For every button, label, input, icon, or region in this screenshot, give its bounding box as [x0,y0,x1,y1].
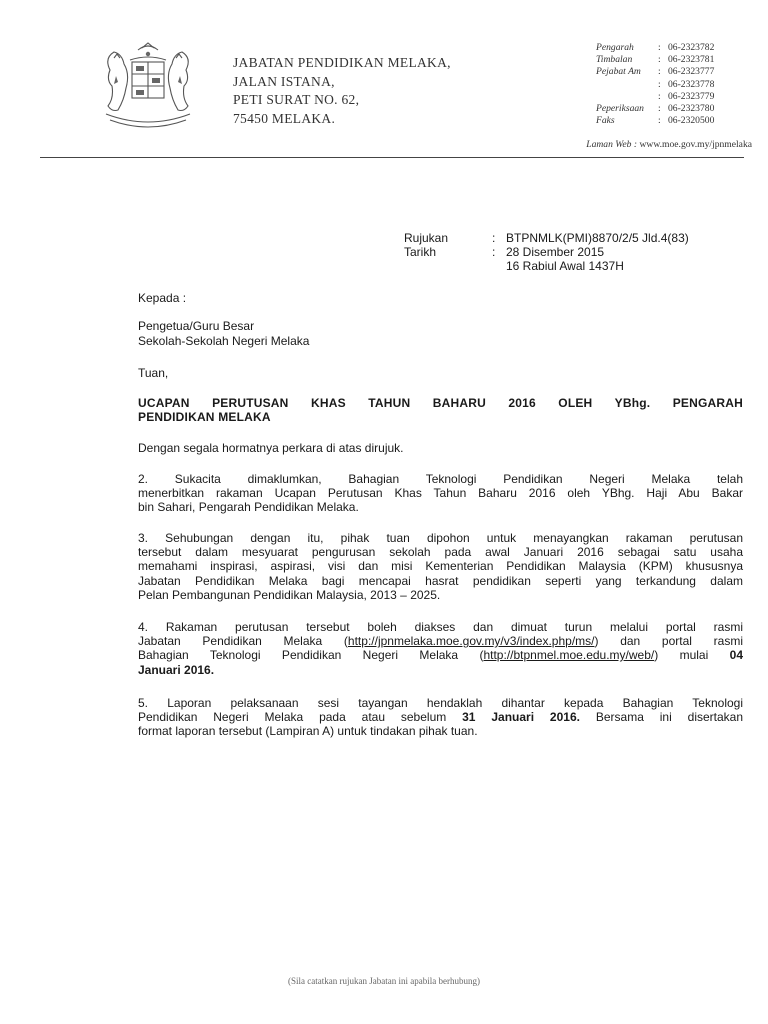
paragraph-line: Pelan Pembangunan Pendidikan Malaysia, 2013 – 2025. [138,587,441,602]
paragraph-2 [138,472,743,515]
subject-heading [138,396,743,424]
paragraph-line: Jabatan Pendidikan Melaka bagi mencapai hasrat pendidikan seperti yang terkandung dalam [138,573,743,588]
portal-link[interactable]: http://jpnmelaka.moe.gov.my/v3/index.php/ms/ [347,634,595,649]
contact-number: 06-2320500 [668,115,715,127]
paragraph-line: 3. Sehubungan dengan itu, pihak tuan dipohon untuk menayangkan rakaman perutusan [138,531,743,545]
paragraph-line: tersebut dalam mesyuarat pengurusan sekolah pada awal Januari 2016 sebagai satu usaha [138,545,743,560]
letterhead-divider [40,157,744,158]
paragraph-3 [138,531,743,602]
paragraph-line: 5. Laporan pelaksanaan sesi tayangan hendaklah dihantar kepada Bahagian Teknologi [138,696,743,710]
contact-row: Pejabat Am : 06-2323777 [596,66,715,78]
subject-line: UCAPAN PERUTUSAN KHAS TAHUN BAHARU 2016 OLEH YBhg. PENGARAH [138,396,743,410]
address-line: 75450 MELAKA. [233,110,336,126]
recipient-line: Pengetua/Guru Besar [138,319,255,333]
rujukan-value: BTPNMLK(PMI)8870/2/5 Jld.4(83) [506,231,689,245]
contact-label: Peperiksaan [596,103,644,115]
contact-label: Faks [596,115,615,127]
contact-number: 06-2323780 [668,103,715,115]
contact-row: Pengarah : 06-2323782 [596,42,715,53]
tarikh-hijri: 16 Rabiul Awal 1437H [506,259,624,273]
contact-row: : 06-2323779 [596,91,714,103]
office-address [233,54,451,128]
paragraph-line: Pendidikan Negeri Melaka pada atau sebelum 31 Januari 2016. Bersama ini disertakan [138,710,744,725]
website-label: Laman Web : [586,139,638,150]
contact-row: Timbalan : 06-2323781 [596,54,715,66]
contact-row: : 06-2323778 [596,79,714,91]
paragraph-line: 4. Rakaman perutusan tersebut boleh diakses dan dimuat turun melalui portal rasmi [138,620,743,634]
address-line: PETI SURAT NO. 62, [233,92,360,107]
salutation: Tuan, [138,366,169,380]
kepada-label: Kepada : [138,291,187,305]
paragraph-line: menerbitkan rakaman Ucapan Perutusan Khas Tahun Baharu 2016 oleh YBhg. Haji Abu Bakar [138,486,743,501]
contact-number: 06-2323782 [668,42,715,53]
contact-number: 06-2323779 [668,90,715,102]
contact-number: 06-2323777 [668,66,715,78]
paragraph-line: Januari 2016. [138,662,215,677]
paragraph-line: 2. Sukacita dimaklumkan, Bahagian Teknologi Pendidikan Negeri Melaka telah [138,472,743,486]
website-line [586,139,752,150]
tarikh-label: Tarikh [404,245,437,259]
paragraph-4 [138,620,743,677]
portal-link[interactable]: http://btpnmel.moe.edu.my/web/ [483,648,655,663]
paragraph-line: memahami inspirasi, aspirasi, visi dan misi Kementerian Pendidikan Malaysia (KPM) khususnya [138,559,743,574]
rujukan-label: Rujukan [404,231,449,245]
recipient-line: Sekolah-Sekolah Negeri Melaka [138,334,310,348]
paragraph-line: format laporan tersebut (Lampiran A) untuk tindakan pihak tuan. [138,724,478,739]
contact-label [596,91,658,103]
contact-label: Pejabat Am [596,66,641,78]
footer-note: (Sila catatkan rujukan Jabatan ini apabila berhubung) [288,976,480,986]
intro-paragraph: Dengan segala hormatnya perkara di atas dirujuk. [138,441,404,455]
address-line: JABATAN PENDIDIKAN MELAKA, [233,55,451,70]
contact-row: Faks : 06-2320500 [596,115,715,127]
contact-number: 06-2323781 [668,54,715,66]
tarikh-value: 28 Disember 2015 [506,245,605,259]
reference-block: Rujukan : BTPNMLK(PMI)8870/2/5 Jld.4(83) Tarikh : 28 Disember 2015 16 Rabiul Awal 1437H [404,231,689,273]
contact-label: Timbalan [596,54,633,66]
paragraph-line: bin Sahari, Pengarah Pendidikan Melaka. [138,500,359,515]
paragraph-line: Jabatan Pendidikan Melaka (http://jpnmelaka.moe.gov.my/v3/index.php/ms/) dan portal rasmi [138,634,744,649]
contact-row: Peperiksaan : 06-2323780 [596,103,715,115]
contact-number: 06-2323778 [668,78,715,90]
paragraph-line: Bahagian Teknologi Pendidikan Negeri Melaka (http://btpnmel.moe.edu.my/web/) mulai 04 [138,648,744,663]
contact-label [596,79,658,91]
website-url: www.moe.gov.my/jpnmelaka [639,139,752,150]
address-line: JALAN ISTANA, [233,73,335,89]
subject-line: PENDIDIKAN MELAKA [138,410,271,425]
malaysia-coat-of-arms-icon [96,40,200,132]
contact-numbers [596,42,714,127]
contact-label: Pengarah [596,42,634,53]
paragraph-5 [138,696,743,739]
